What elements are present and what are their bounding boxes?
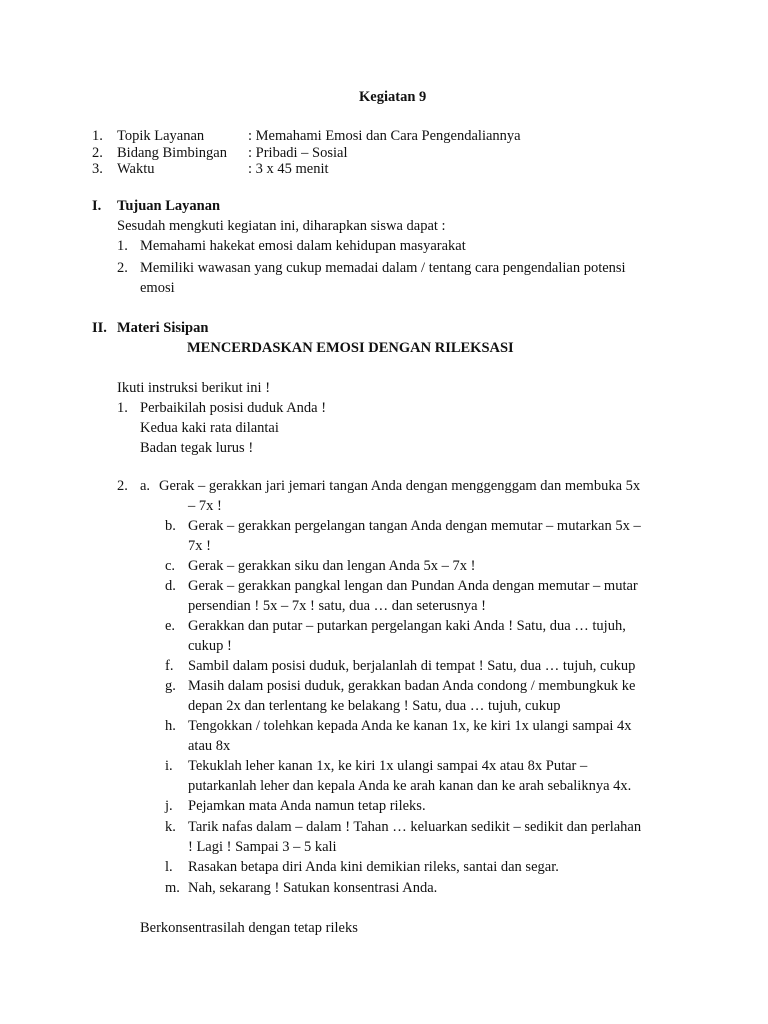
sub-item-text: persendian ! 5x – 7x ! satu, dua … dan seterusnya ! bbox=[188, 598, 486, 614]
sub-item-text: ! Lagi ! Sampai 3 – 5 kali bbox=[188, 839, 337, 855]
sub-letter: c. bbox=[165, 558, 176, 574]
sub-item-text: Nah, sekarang ! Satukan konsentrasi Anda. bbox=[188, 880, 438, 896]
sub-letter: f. bbox=[165, 658, 174, 674]
list-item-text: Memiliki wawasan yang cukup memadai dalam / tentang cara pengendalian potensi bbox=[140, 260, 626, 276]
sub-letter: m. bbox=[165, 880, 180, 896]
sub-item-text: Pejamkan mata Anda namun tetap rileks. bbox=[188, 798, 426, 814]
sub-item-text: Sambil dalam posisi duduk, berjalanlah di tempat ! Satu, dua … tujuh, cukup bbox=[188, 658, 636, 674]
sub-letter: g. bbox=[165, 678, 176, 694]
sub-letter: i. bbox=[165, 758, 173, 774]
sub-item-text: Rasakan betapa diri Anda kini demikian rileks, santai dan segar. bbox=[188, 859, 559, 875]
section-number: I. bbox=[92, 198, 102, 214]
section-heading: Materi Sisipan bbox=[117, 320, 209, 336]
info-value: : Memahami Emosi dan Cara Pengendaliannya bbox=[248, 128, 521, 144]
instruction-intro: Ikuti instruksi berikut ini ! bbox=[117, 380, 271, 396]
info-label: Topik Layanan bbox=[117, 128, 205, 144]
info-number: 3. bbox=[92, 161, 103, 177]
sub-letter: h. bbox=[165, 718, 176, 734]
list-item-text: emosi bbox=[140, 280, 175, 296]
sub-item-text: Gerak – gerakkan siku dan lengan Anda 5x – 7x ! bbox=[188, 558, 476, 574]
sub-item-text: – 7x ! bbox=[188, 498, 222, 514]
sub-item-text: putarkanlah leher dan kepala Anda ke arah kanan dan ke arah sebaliknya 4x. bbox=[188, 778, 632, 794]
section-number: II. bbox=[92, 320, 107, 336]
sub-item-text: Tengokkan / tolehkan kepada Anda ke kanan 1x, ke kiri 1x ulangi sampai 4x bbox=[188, 718, 632, 734]
sub-item-text: 7x ! bbox=[188, 538, 211, 554]
sub-item-text: Gerak – gerakkan pangkal lengan dan Pundan Anda dengan memutar – mutar bbox=[188, 578, 638, 594]
info-value: : Pribadi – Sosial bbox=[248, 145, 348, 161]
sub-item-text: Gerak – gerakkan jari jemari tangan Anda dengan menggenggam dan membuka 5x bbox=[159, 478, 641, 494]
list-item-text: Kedua kaki rata dilantai bbox=[140, 420, 279, 436]
sub-item-text: atau 8x bbox=[188, 738, 231, 754]
sub-letter: l. bbox=[165, 859, 173, 875]
info-label: Waktu bbox=[117, 161, 155, 177]
section-intro: Sesudah mengkuti kegiatan ini, diharapkan siswa dapat : bbox=[117, 218, 446, 234]
sub-letter: b. bbox=[165, 518, 176, 534]
info-label: Bidang Bimbingan bbox=[117, 145, 227, 161]
page-title: Kegiatan 9 bbox=[359, 89, 427, 105]
list-item-text: Perbaikilah posisi duduk Anda ! bbox=[140, 400, 327, 416]
closing-text: Berkonsentrasilah dengan tetap rileks bbox=[140, 920, 358, 936]
list-item-text: Memahami hakekat emosi dalam kehidupan masyarakat bbox=[140, 238, 466, 254]
sub-letter: j. bbox=[165, 798, 173, 814]
sub-item-text: cukup ! bbox=[188, 638, 232, 654]
sub-item-text: Gerakkan dan putar – putarkan pergelangan kaki Anda ! Satu, dua … tujuh, bbox=[188, 618, 626, 634]
list-number: 1. bbox=[117, 400, 128, 416]
section-heading: Tujuan Layanan bbox=[117, 198, 221, 214]
info-number: 2. bbox=[92, 145, 103, 161]
list-number: 1. bbox=[117, 238, 128, 254]
sub-item-text: Masih dalam posisi duduk, gerakkan badan Anda condong / membungkuk ke bbox=[188, 678, 636, 694]
sub-item-text: Tarik nafas dalam – dalam ! Tahan … keluarkan sedikit – sedikit dan perlahan bbox=[188, 819, 642, 835]
sub-item-text: Tekuklah leher kanan 1x, ke kiri 1x ulangi sampai 4x atau 8x Putar – bbox=[188, 758, 588, 774]
sub-item-text: depan 2x dan terlentang ke belakang ! Satu, dua … tujuh, cukup bbox=[188, 698, 561, 714]
info-value: : 3 x 45 menit bbox=[248, 161, 329, 177]
info-number: 1. bbox=[92, 128, 103, 144]
section-subtitle: MENCERDASKAN EMOSI DENGAN RILEKSASI bbox=[187, 340, 514, 356]
sub-letter: d. bbox=[165, 578, 176, 594]
sub-item-text: Gerak – gerakkan pergelangan tangan Anda dengan memutar – mutarkan 5x – bbox=[188, 518, 641, 534]
list-item-text: Badan tegak lurus ! bbox=[140, 440, 254, 456]
sub-letter: e. bbox=[165, 618, 176, 634]
sub-letter: a. bbox=[140, 478, 151, 494]
list-number: 2. bbox=[117, 260, 128, 276]
sub-letter: k. bbox=[165, 819, 176, 835]
list-number: 2. bbox=[117, 478, 128, 494]
